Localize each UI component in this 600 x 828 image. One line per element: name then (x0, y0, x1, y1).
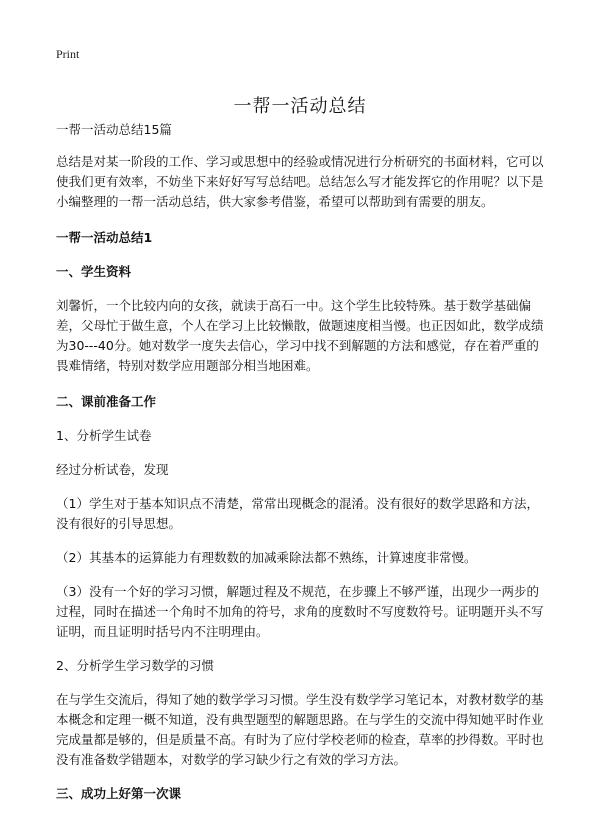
document-subtitle: 一帮一活动总结15篇 (56, 122, 172, 137)
heading-preparation: 二、课前准备工作 (56, 394, 157, 409)
intro-paragraph: 总结是对某一阶段的工作、学习或思想中的经验或情况进行分析研究的书面材料，它可以使我们更有效率，不妨坐下来好好写写总结吧。总结怎么写才能发挥它的作用呢？以下是小编整理的一帮一活动总结，供大家参考借鉴，希望可以帮助到有需要的朋友。 (56, 154, 544, 209)
finding-item-3: （3）没有一个好的学习习惯，解题过程及不规范，在步骤上不够严谨，出现少一两步的过程，同时在描述一个角时不加角的符号，求角的度数时不写度数符号。证明题开头不写证明，而且证明时括号内不注明理由。 (56, 584, 544, 639)
finding-item-2: （2）其基本的运算能力有理数数的加减乘除法都不熟练，计算速度非常慢。 (56, 550, 477, 565)
print-label[interactable]: Print (56, 47, 80, 61)
heading-student-info: 一、学生资料 (56, 264, 132, 279)
section-title: 一帮一活动总结1 (56, 230, 153, 245)
student-info-paragraph: 刘馨忻，一个比较内向的女孩，就读于高石一中。这个学生比较特殊。基于数学基础偏差，父母忙于做生意，个人在学习上比较懒散，做题速度相当慢。也正因如此，数学成绩为30---40分。她对数学一度失去信心，学习中找不到解题的方法和感觉，存在着严重的畏难情绪，特别对数学应用题部分相当地困难。 (56, 298, 544, 373)
study-habits-paragraph: 在与学生交流后，得知了她的数学学习习惯。学生没有数学学习笔记本，对教材数学的基本概念和定理一概不知道，没有典型题型的解题思路。在与学生的交流中得知她平时作业完成量都是够的，但是质量不高。有时为了应付学校老师的检查，草率的抄得数。平时也没有准备数学错题本，对数学的学习缺少行之有效的学习方法。 (56, 692, 544, 767)
heading-first-lesson: 三、成功上好第一次课 (56, 786, 182, 801)
analysis-intro: 经过分析试卷，发现 (56, 462, 169, 477)
document-body (56, 120, 550, 818)
page-title: 一帮一活动总结 (233, 96, 367, 118)
finding-item-1: （1）学生对于基本知识点不清楚，常常出现概念的混淆。没有很好的数学思路和方法，没有很好的引导思想。 (56, 496, 539, 531)
subheading-analyze-exam: 1、分析学生试卷 (56, 428, 152, 443)
subheading-study-habits: 2、分析学生学习数学的习惯 (56, 658, 214, 673)
